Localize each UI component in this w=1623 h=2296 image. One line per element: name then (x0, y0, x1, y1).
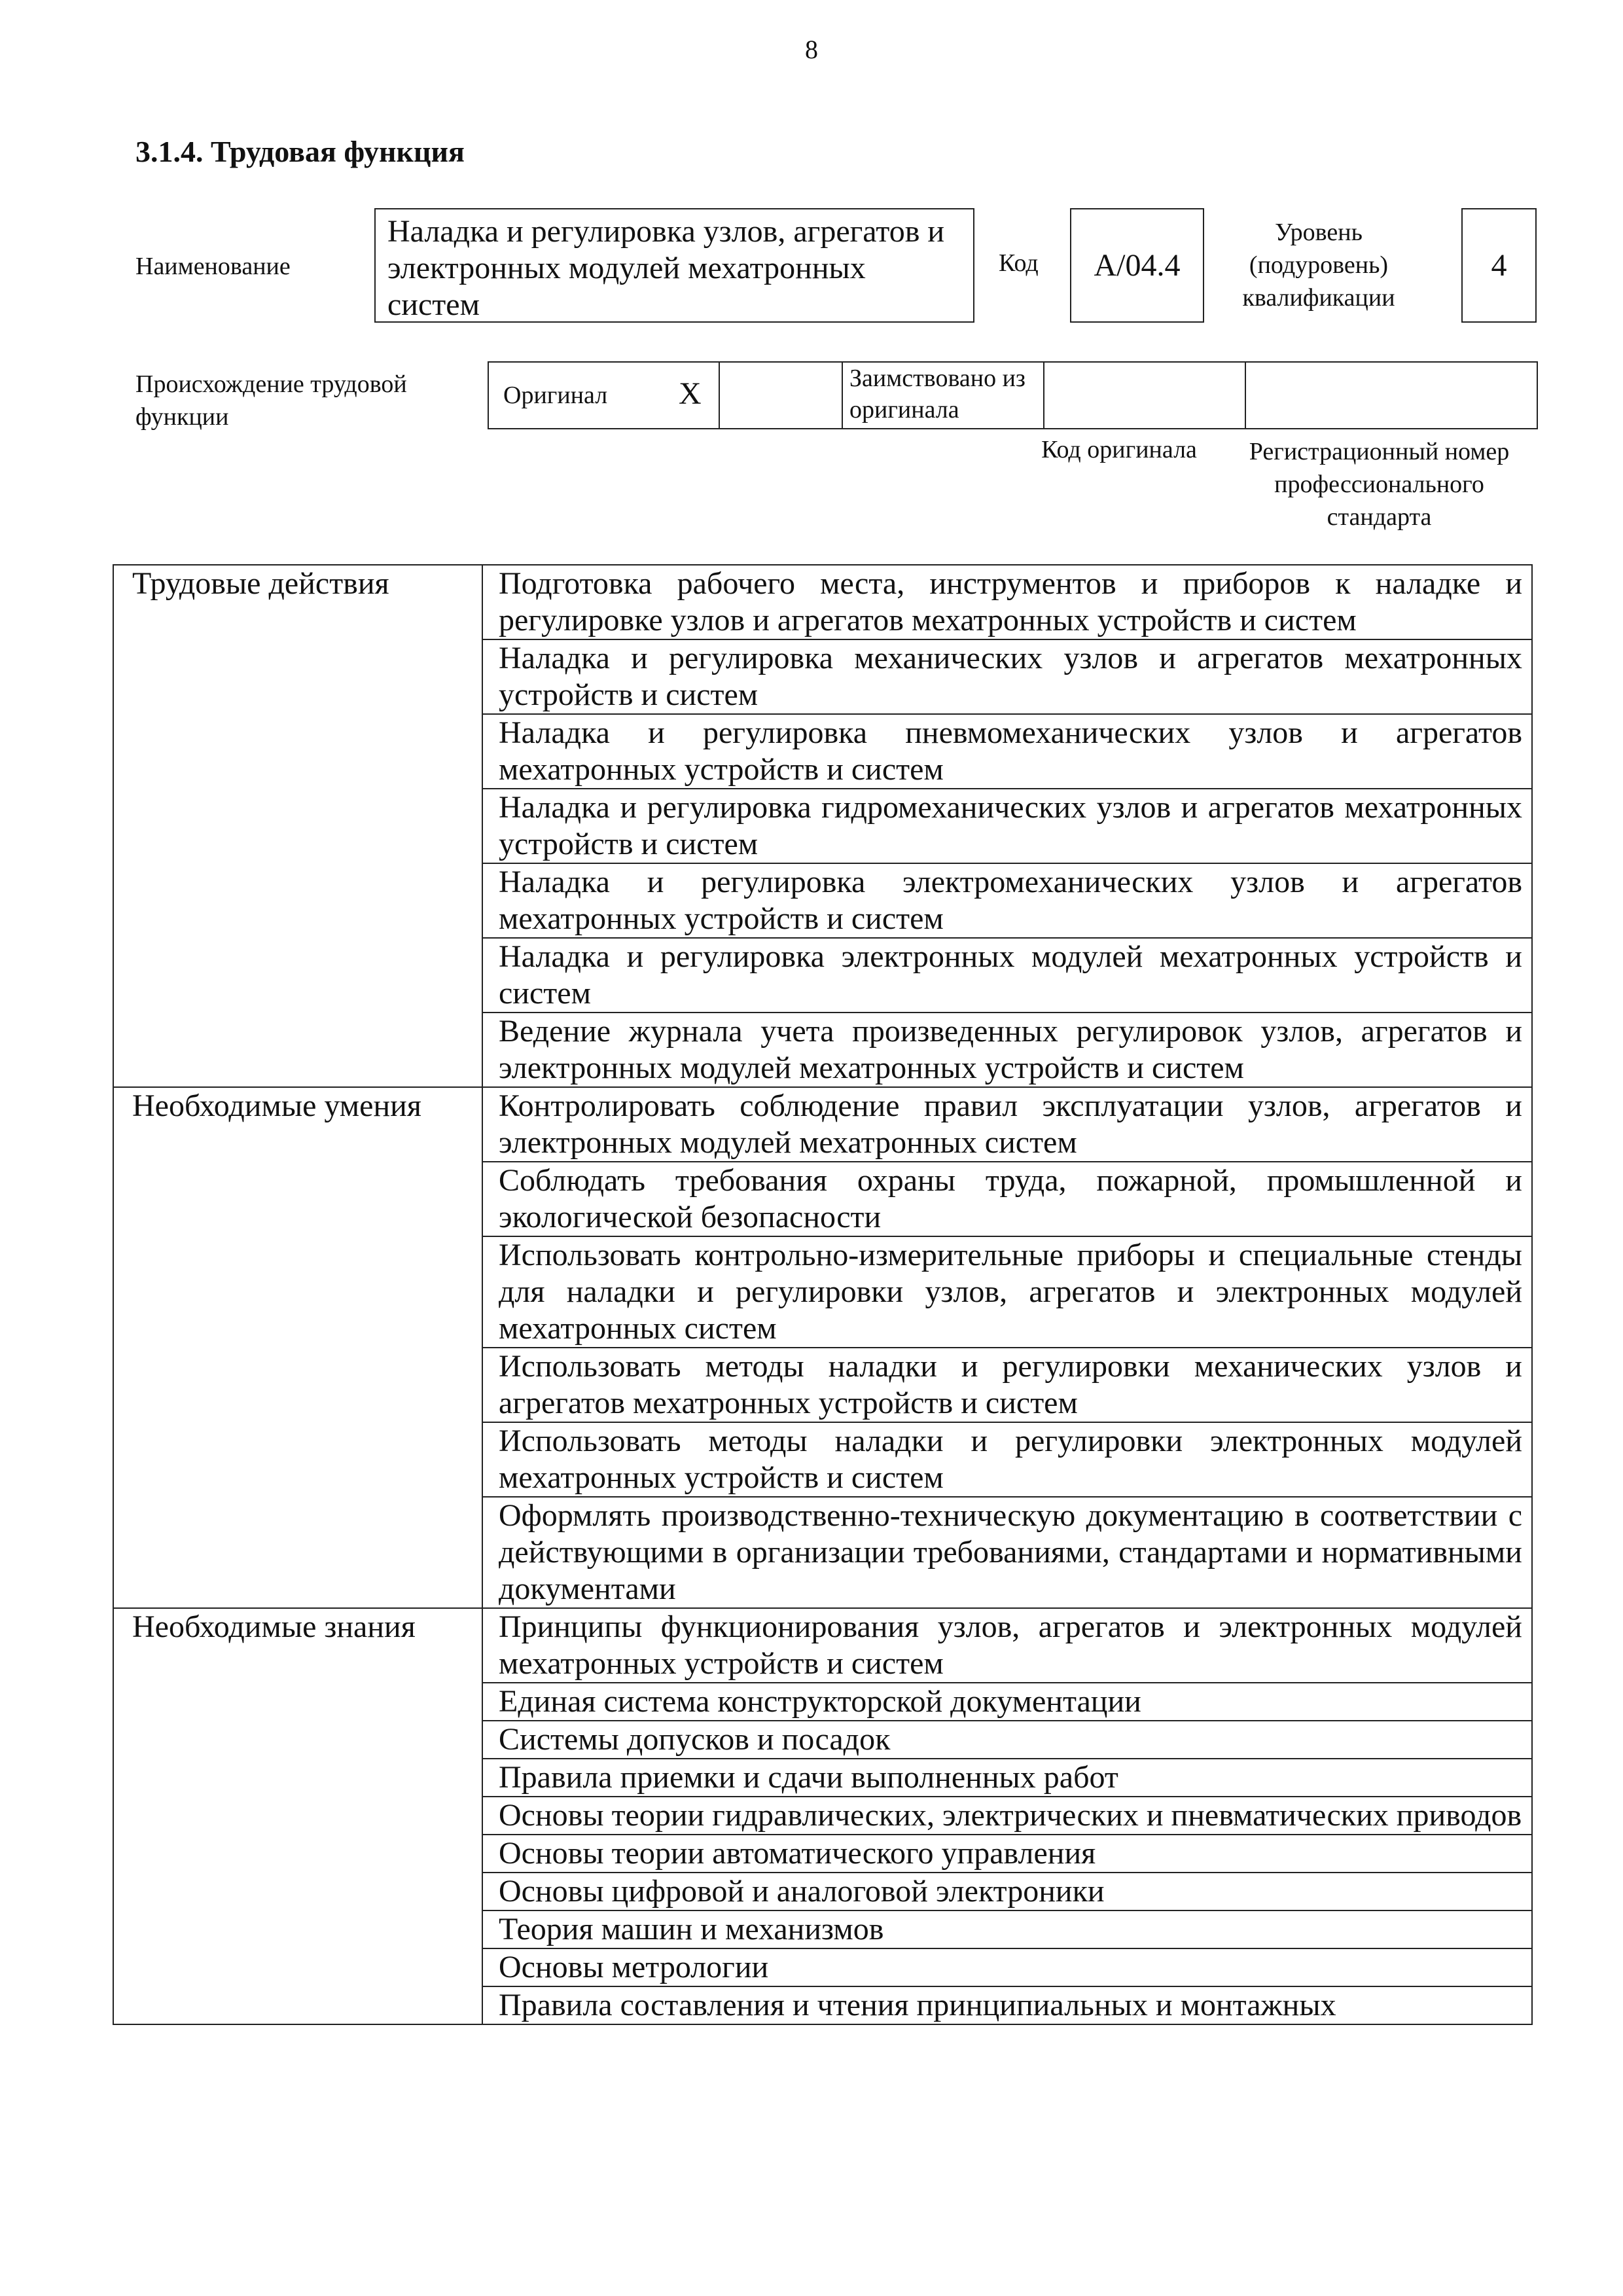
item-cell: Основы теории автоматического управления (482, 1835, 1532, 1873)
item-cell: Контролировать соблюдение правил эксплуатации узлов, агрегатов и электронных модулей мехатронных систем (482, 1087, 1532, 1162)
origin-original-mark: X (679, 376, 702, 411)
name-label: Наименование (135, 253, 291, 280)
origin-table (488, 361, 1538, 429)
item-cell: Наладка и регулировка механических узлов и агрегатов мехатронных устройств и систем (482, 639, 1532, 714)
item-cell: Основы цифровой и аналоговой электроники (482, 1873, 1532, 1910)
origin-original-label: Оригинал (503, 382, 608, 409)
origin-original-cell (489, 363, 720, 428)
item-cell: Подготовка рабочего места, инструментов и приборов к наладке и регулировке узлов и агрегатов мехатронных устройств и систем (482, 565, 1532, 639)
item-cell: Единая система конструкторской документации (482, 1683, 1532, 1721)
item-cell: Наладка и регулировка электронных модулей мехатронных устройств и систем (482, 938, 1532, 1013)
qualification-level-label: Уровень (подуровень) квалификации (1242, 219, 1395, 312)
item-cell: Принципы функционирования узлов, агрегатов и электронных модулей мехатронных устройств и систем (482, 1608, 1532, 1683)
page-number: 8 (805, 35, 818, 64)
item-cell: Основы теории гидравлических, электрических и пневматических приводов (482, 1797, 1532, 1835)
function-name-box: Наладка и регулировка узлов, агрегатов и электронных модулей мехатронных систем (374, 208, 974, 323)
table-row (113, 1087, 1532, 1162)
function-code-box: A/04.4 (1070, 208, 1204, 323)
code-label: Код (999, 249, 1039, 277)
item-cell: Ведение журнала учета произведенных регулировок узлов, агрегатов и электронных модулей мехатронных устройств и систем (482, 1013, 1532, 1087)
origin-code-cell (1044, 363, 1246, 428)
item-cell: Оформлять производственно-техническую документацию в соответствии с действующими в организации требованиями, стандартами и нормативными документами (482, 1497, 1532, 1608)
category-cell: Трудовые действия (113, 565, 482, 1087)
item-cell: Соблюдать требования охраны труда, пожарной, промышленной и экологической безопасности (482, 1162, 1532, 1236)
origin-label (135, 368, 463, 433)
code-original-caption: Код оригинала (1041, 436, 1197, 463)
item-cell: Использовать методы наладки и регулировки электронных модулей мехатронных устройств и систем (482, 1422, 1532, 1497)
origin-borrowed-label: Заимствовано из оригинала (843, 363, 1044, 428)
item-cell: Наладка и регулировка гидромеханических узлов и агрегатов мехатронных устройств и систем (482, 789, 1532, 863)
item-cell: Наладка и регулировка пневмомеханических узлов и агрегатов мехатронных устройств и систем (482, 714, 1532, 789)
section-title: 3.1.4. Трудовая функция (135, 135, 465, 168)
origin-label-text: Происхождение трудовой функции (135, 370, 407, 431)
item-cell: Правила составления и чтения принципиальных и монтажных (482, 1986, 1532, 2024)
category-cell: Необходимые знания (113, 1608, 482, 2024)
qualification-level-box: 4 (1461, 208, 1537, 323)
origin-borrowed-cell (720, 363, 843, 428)
item-cell: Наладка и регулировка электромеханических узлов и агрегатов мехатронных устройств и систем (482, 863, 1532, 938)
category-cell: Необходимые умения (113, 1087, 482, 1608)
table-row (113, 565, 1532, 639)
item-cell: Основы метрологии (482, 1948, 1532, 1986)
table-row (113, 1608, 1532, 1683)
item-cell: Правила приемки и сдачи выполненных работ (482, 1759, 1532, 1797)
item-cell: Использовать методы наладки и регулировки механических узлов и агрегатов мехатронных устройств и систем (482, 1348, 1532, 1422)
item-cell: Использовать контрольно-измерительные приборы и специальные стенды для наладки и регулировки узлов, агрегатов и электронных модулей мехатронных систем (482, 1236, 1532, 1348)
origin-reg-number-cell (1246, 363, 1538, 428)
reg-number-caption: Регистрационный номер профессионального стандарта (1249, 438, 1510, 531)
labor-function-table (113, 564, 1533, 2025)
item-cell: Теория машин и механизмов (482, 1910, 1532, 1948)
item-cell: Системы допусков и посадок (482, 1721, 1532, 1759)
